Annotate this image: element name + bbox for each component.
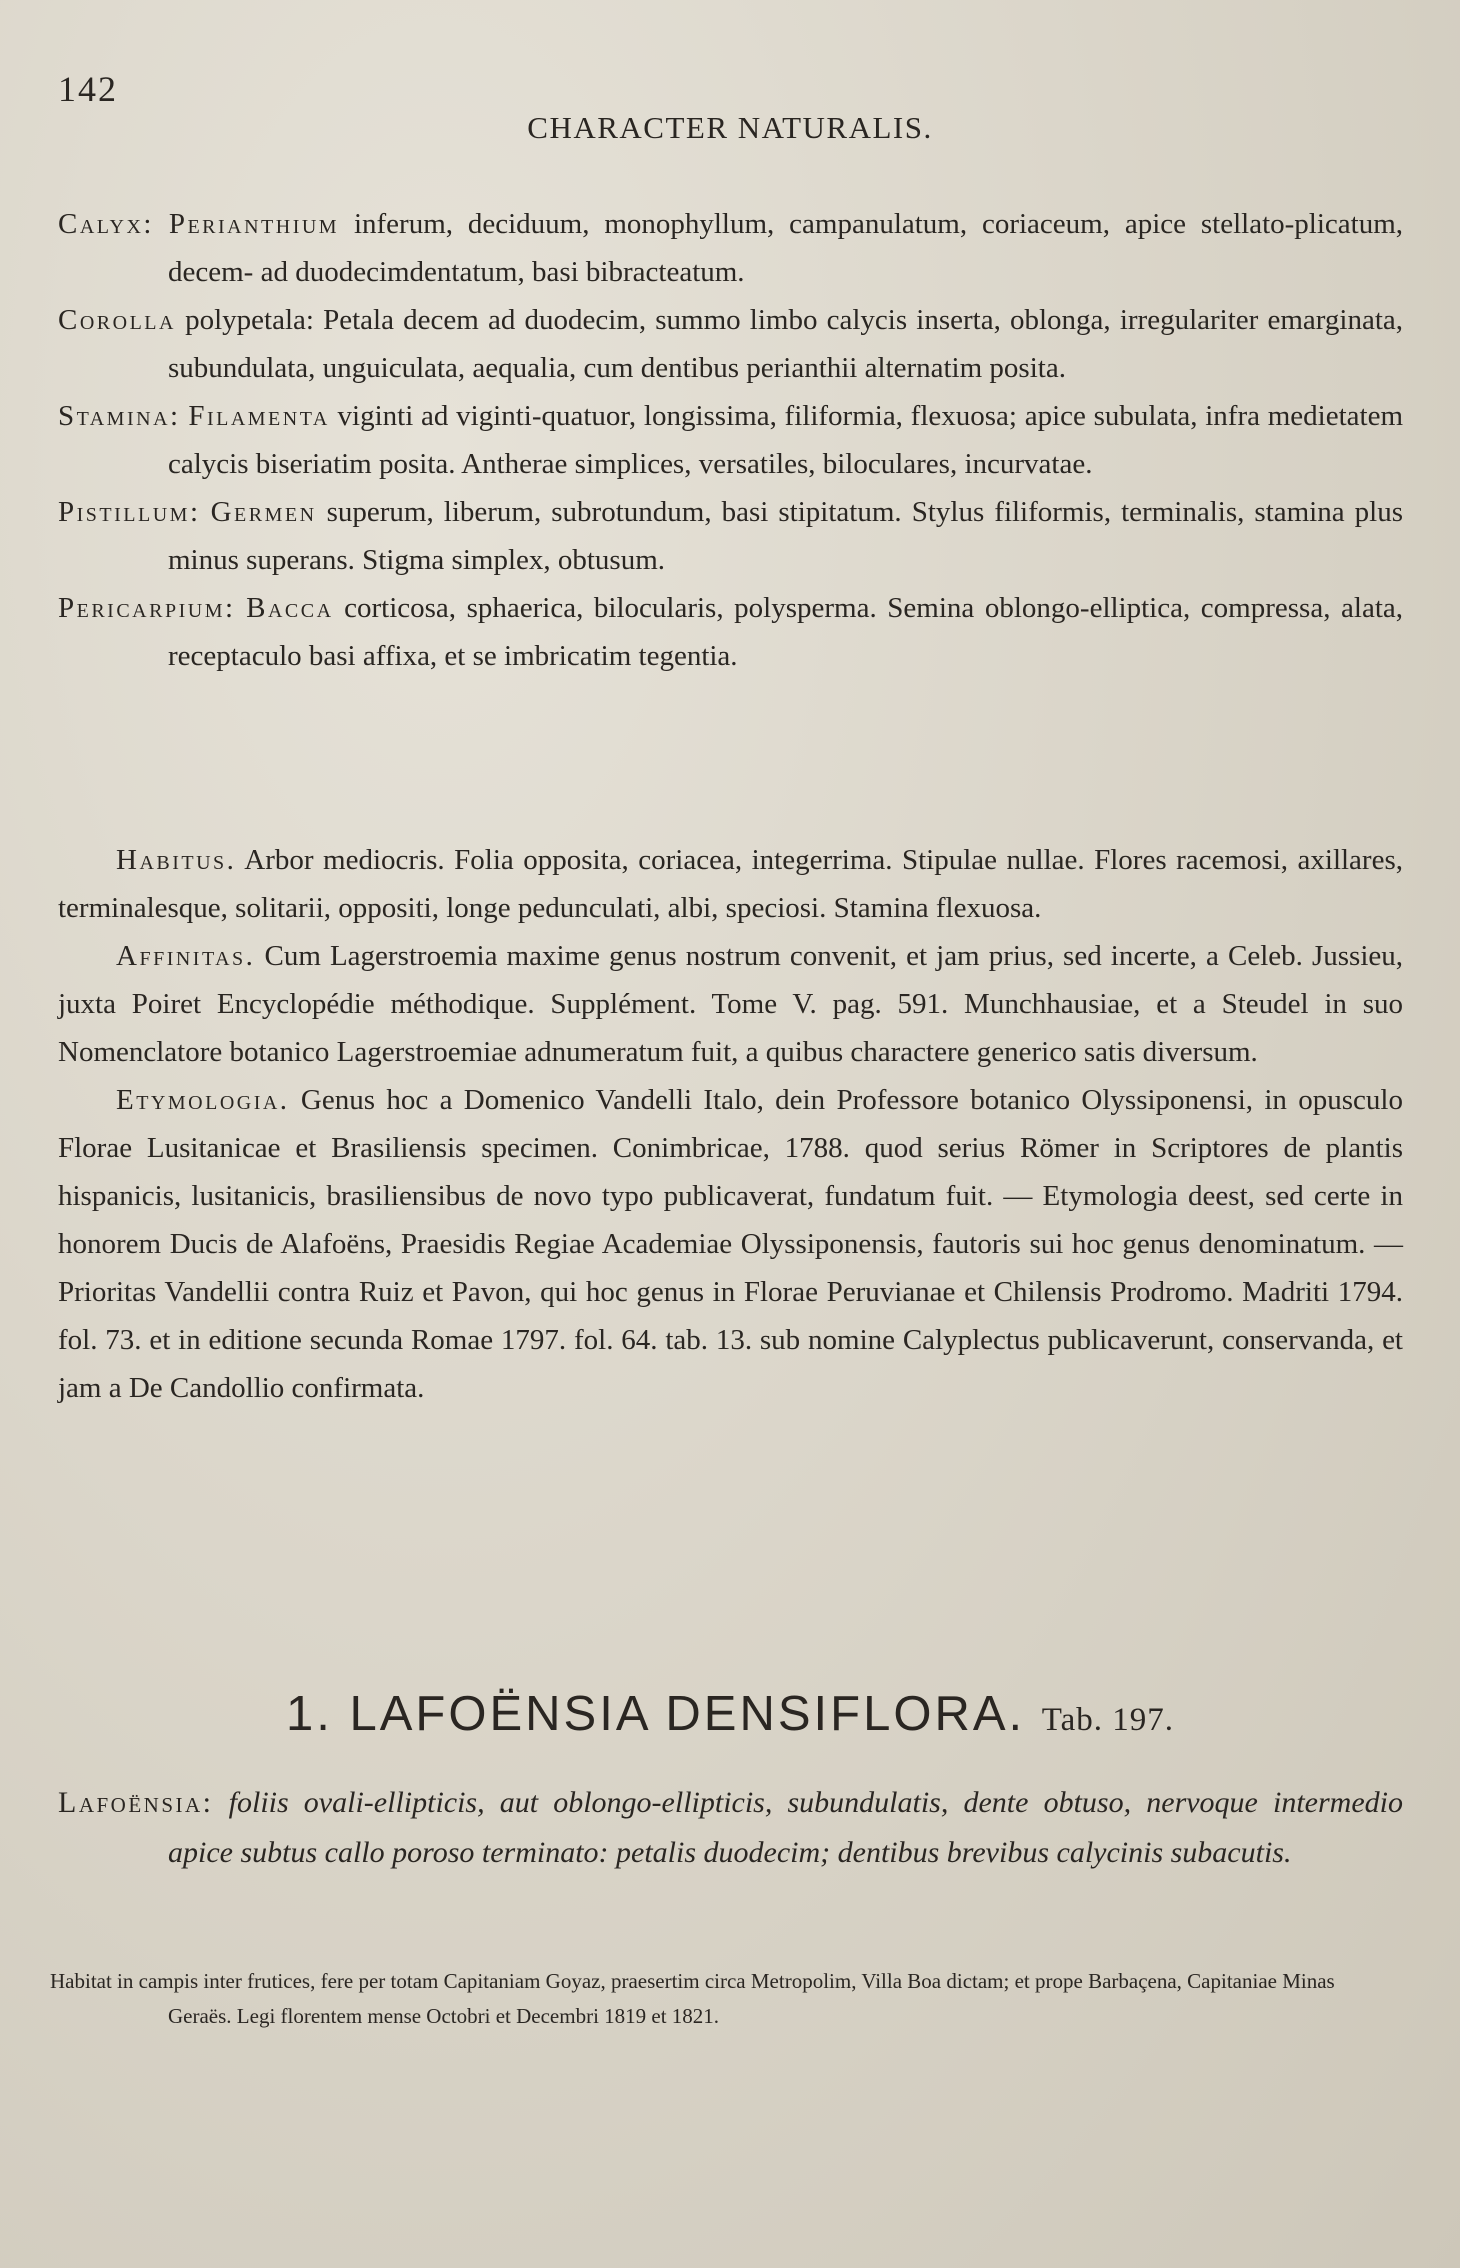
description: inferum, deciduum, monophyllum, campanulatum, coriaceum, apice stellato-plicatum, decem- ad duodecimdentatum, basi bibracteatum.	[168, 208, 1403, 288]
term: Habitus.	[116, 844, 237, 876]
term: Stamina:	[58, 400, 181, 432]
term: Etymologia.	[116, 1084, 290, 1116]
character-pericarpium	[58, 584, 1403, 680]
description: viginti ad viginti-quatuor, longissima, filiformia, flexuosa; apice subulata, infra medietatem calycis biseriatim posita. Antherae simplices, versatiles, biloculares, incurvatae.	[168, 400, 1404, 480]
lead-term: Perianthium	[168, 208, 340, 240]
habitat-text: Habitat in campis inter frutices, fere per totam Capitaniam Goyaz, praesertim circa Metropolim, Villa Boa dictam; et prope Barbaçena, Capitaniae Minas Geraës. Legi florentem mense Octobri et Decembri 1819 et 1821.	[50, 1969, 1335, 2028]
species-number: 1.	[285, 1687, 333, 1741]
term: Corolla	[58, 304, 176, 336]
plate-reference: Tab. 197.	[1041, 1702, 1175, 1738]
genus-name: Lafoënsia:	[58, 1786, 214, 1819]
page-number: 142	[58, 69, 118, 109]
affinitas-paragraph	[58, 932, 1403, 1076]
diagnosis-text: foliis ovali-ellipticis, aut oblongo-ellipticis, subundulatis, dente obtuso, nervoque intermedio apice subtus callo poroso terminato: petalis duodecim; dentibus brevibus calycinis subacutis.	[168, 1786, 1403, 1869]
lead-term: polypetala: Petala	[185, 304, 394, 336]
character-calyx	[58, 200, 1403, 296]
term: Affinitas.	[116, 940, 256, 972]
description: decem ad duodecim, summo limbo calycis inserta, oblonga, irregulariter emarginata, subundulata, unguiculata, aequalia, cum dentibus perianthii alternatim posita.	[168, 304, 1403, 384]
affinitas-text: Cum Lagerstroemia maxime genus nostrum convenit, et jam prius, sed incerte, a Celeb. Jussieu, juxta Poiret Encyclopédie méthodique. Supplément. Tome V. pag. 591. Munchhausiae, et a Steudel in suo Nomenclatore botanico Lagerstroemiae adnumeratum fuit, a quibus charactere generico satis diversum.	[58, 940, 1403, 1068]
commentary-section	[58, 836, 1403, 1412]
description: superum, liberum, subrotundum, basi stipitatum. Stylus filiformis, terminalis, stamina plus minus superans. Stigma simplex, obtusum.	[168, 496, 1404, 576]
character-section	[58, 200, 1403, 680]
character-corolla	[58, 296, 1403, 392]
lead-term: Bacca	[246, 592, 334, 624]
lead-term: Filamenta	[188, 400, 330, 432]
etymologia-text: Genus hoc a Domenico Vandelli Italo, dein Professore botanico Olyssiponensi, in opusculo Florae Lusitanicae et Brasiliensis specimen. Conimbricae, 1788. quod serius Römer in Scriptores de plantis hispanicis, lusitanicis, brasiliensibus de novo typo publicaverat, fundatum fuit. — Etymologia deest, sed certe in honorem Ducis de Alafoëns, Praesidis Regiae Academiae Olyssiponensis, fautoris sui hoc genus denominatum. — Prioritas Vandellii contra Ruiz et Pavon, qui hoc genus in Florae Peruvianae et Chilensis Prodromo. Madriti 1794. fol. 73. et in editione secunda Romae 1797. fol. 64. tab. 13. sub nomine Calyplectus publicaverunt, conservanda, et jam a De Candollio confirmata.	[58, 1084, 1403, 1404]
diagnosis-paragraph	[58, 1778, 1403, 1878]
character-stamina	[58, 392, 1403, 488]
species-name: LAFOËNSIA DENSIFLORA.	[349, 1687, 1026, 1741]
lead-term: Germen	[210, 496, 317, 528]
term: Calyx:	[58, 208, 154, 240]
term: Pistillum:	[58, 496, 201, 528]
species-heading	[0, 1686, 1460, 1742]
running-title: CHARACTER NATURALIS.	[527, 110, 933, 145]
habitus-text: Arbor mediocris. Folia opposita, coriacea, integerrima. Stipulae nullae. Flores racemosi, axillares, terminalesque, solitarii, oppositi, longe pedunculati, albi, speciosi. Stamina flexuosa.	[58, 844, 1403, 924]
description: corticosa, sphaerica, bilocularis, polysperma. Semina oblongo-elliptica, compressa, alata, receptaculo basi affixa, et se imbricatim tegentia.	[168, 592, 1403, 672]
habitat-note	[50, 1964, 1400, 2034]
character-pistillum	[58, 488, 1403, 584]
etymologia-paragraph	[58, 1076, 1403, 1412]
diagnosis	[58, 1778, 1403, 1878]
term: Pericarpium:	[58, 592, 236, 624]
habitus-paragraph	[58, 836, 1403, 932]
